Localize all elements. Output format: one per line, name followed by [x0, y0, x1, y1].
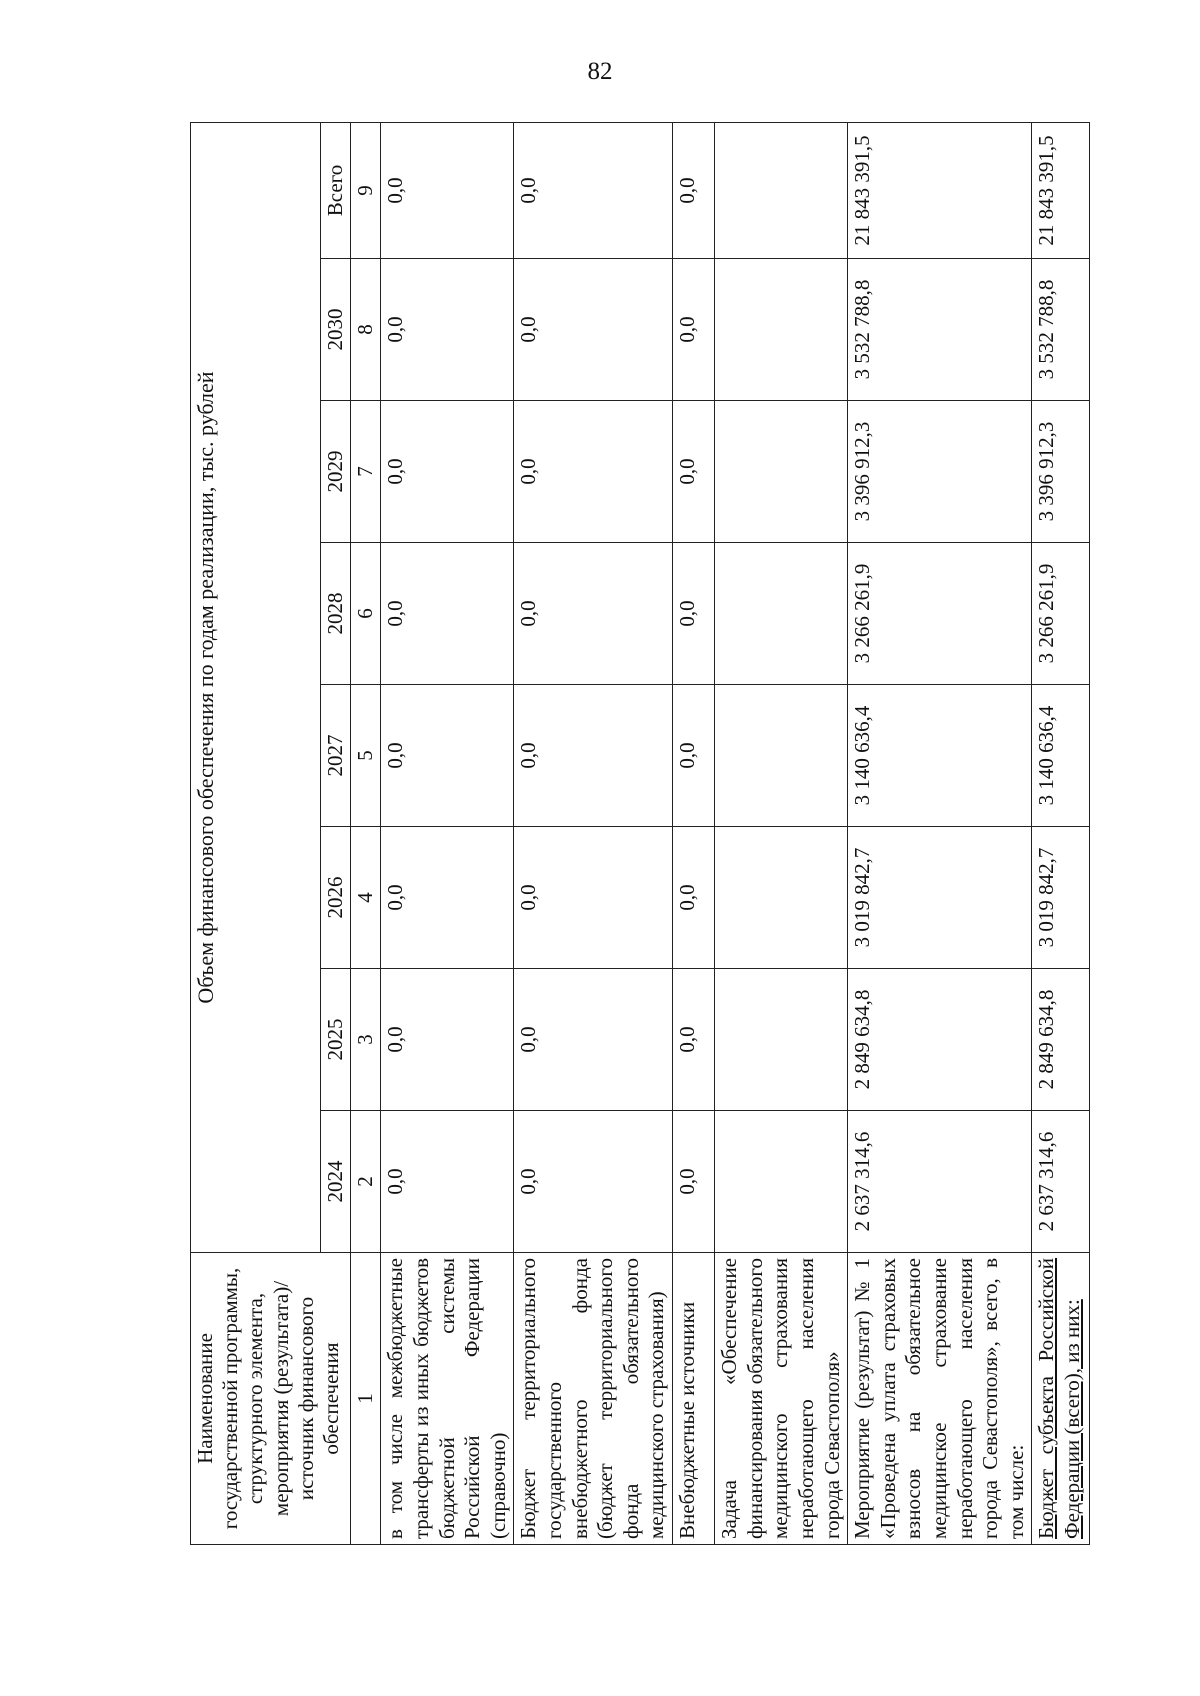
- row-value: [715, 827, 848, 969]
- row-value: 21 843 391,5: [848, 122, 1032, 258]
- row-value: 3 140 636,4: [1032, 685, 1090, 827]
- column-number: 1: [351, 1253, 381, 1545]
- row-value: 2 849 634,8: [1032, 969, 1090, 1111]
- row-value: 0,0: [673, 122, 715, 258]
- column-number: 5: [351, 685, 381, 827]
- row-value: 0,0: [381, 827, 514, 969]
- column-number: 7: [351, 401, 381, 543]
- row-value: 0,0: [673, 401, 715, 543]
- row-value: 0,0: [673, 969, 715, 1111]
- row-value: 3 019 842,7: [1032, 827, 1090, 969]
- row-value: [715, 969, 848, 1111]
- row-value: [715, 1111, 848, 1253]
- row-value: 0,0: [514, 969, 673, 1111]
- column-number: 8: [351, 259, 381, 401]
- table-row: [673, 122, 715, 1544]
- column-numbers-row: [351, 122, 381, 1544]
- row-value: 3 019 842,7: [848, 827, 1032, 969]
- year-header: 2028: [321, 543, 351, 685]
- row-value: 2 849 634,8: [848, 969, 1032, 1111]
- row-value: 2 637 314,6: [848, 1111, 1032, 1253]
- table-container: [190, 125, 1084, 1545]
- row-value: [715, 543, 848, 685]
- row-value: 3 266 261,9: [848, 543, 1032, 685]
- row-value: 0,0: [381, 401, 514, 543]
- row-value: 0,0: [514, 259, 673, 401]
- row-value: 0,0: [673, 543, 715, 685]
- column-number: 6: [351, 543, 381, 685]
- year-header: 2027: [321, 685, 351, 827]
- column-number: 4: [351, 827, 381, 969]
- row-value: 3 532 788,8: [848, 259, 1032, 401]
- page-number: 82: [587, 58, 613, 85]
- row-value: [715, 401, 848, 543]
- row-value: 3 140 636,4: [848, 685, 1032, 827]
- row-value: 0,0: [514, 401, 673, 543]
- row-value: 3 396 912,3: [1032, 401, 1090, 543]
- row-value: [715, 259, 848, 401]
- year-header: 2029: [321, 401, 351, 543]
- row-name: Задача «Обеспечение финансирования обязательного медицинского страхования неработающего населения города Севастополя»: [715, 1253, 848, 1545]
- row-name: Бюджет субъекта Российской Федерации (всего), из них:: [1032, 1253, 1090, 1545]
- column-number: 2: [351, 1111, 381, 1253]
- row-value: [715, 122, 848, 258]
- year-header: 2026: [321, 827, 351, 969]
- row-value: 0,0: [381, 685, 514, 827]
- row-value: 0,0: [381, 259, 514, 401]
- row-value: 0,0: [673, 1111, 715, 1253]
- table-row: [381, 122, 514, 1544]
- row-name: Бюджет территориального государственного внебюджетного фонда (бюджет территориального фонда обязательного медицинского страхования): [514, 1253, 673, 1545]
- rotated-table-area: [190, 125, 1084, 1545]
- table-row: [848, 122, 1032, 1544]
- year-header: 2030: [321, 259, 351, 401]
- row-value: 0,0: [673, 685, 715, 827]
- row-name: в том числе межбюджетные трансферты из иных бюджетов бюджетной системы Российской Федерации (справочно): [381, 1253, 514, 1545]
- header-row: [191, 122, 321, 1544]
- row-value: 0,0: [673, 827, 715, 969]
- row-value: 0,0: [514, 1111, 673, 1253]
- row-value: 0,0: [514, 122, 673, 258]
- row-value: 2 637 314,6: [1032, 1111, 1090, 1253]
- row-name: Мероприятие (результат) № 1 «Проведена уплата страховых взносов на обязательное медицинское страхование неработающего населения города Севастополя», всего, в том числе:: [848, 1253, 1032, 1545]
- column-number: 3: [351, 969, 381, 1111]
- table-row: [715, 122, 848, 1544]
- row-value: [715, 685, 848, 827]
- row-value: 0,0: [381, 969, 514, 1111]
- row-value: 3 532 788,8: [1032, 259, 1090, 401]
- row-value: 0,0: [673, 259, 715, 401]
- row-name: Внебюджетные источники: [673, 1253, 715, 1545]
- row-value: 0,0: [381, 543, 514, 685]
- row-value: 3 266 261,9: [1032, 543, 1090, 685]
- row-value: 3 396 912,3: [848, 401, 1032, 543]
- row-value: 21 843 391,5: [1032, 122, 1090, 258]
- year-header: Всего: [321, 122, 351, 258]
- year-header: 2025: [321, 969, 351, 1111]
- row-value: 0,0: [381, 122, 514, 258]
- table-row: [514, 122, 673, 1544]
- column-number: 9: [351, 122, 381, 258]
- name-column-header: Наименование государственной программы, структурного элемента, мероприятия (результата)/источник финансового обеспечения: [191, 1253, 351, 1545]
- year-header: 2024: [321, 1111, 351, 1253]
- row-value: 0,0: [514, 685, 673, 827]
- row-value: 0,0: [381, 1111, 514, 1253]
- row-value: 0,0: [514, 543, 673, 685]
- volume-column-header: Объем финансового обеспечения по годам реализации, тыс. рублей: [191, 122, 321, 1252]
- financing-table: [190, 122, 1090, 1545]
- row-value: 0,0: [514, 827, 673, 969]
- table-row: [1032, 122, 1090, 1544]
